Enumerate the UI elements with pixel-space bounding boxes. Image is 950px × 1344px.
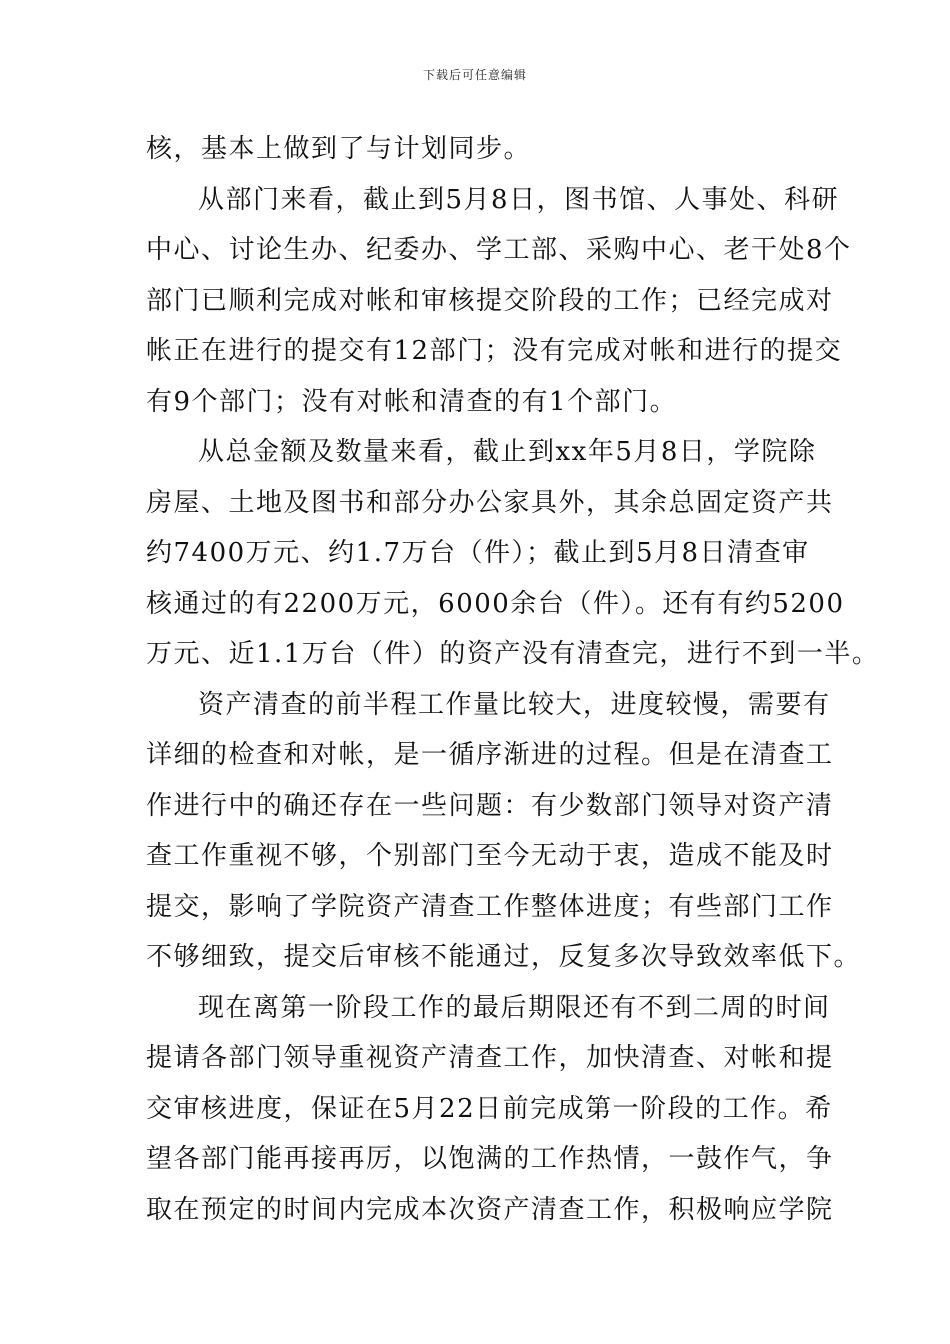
text-line: 核通过的有2200万元，6000余台（件）。还有有约5200 bbox=[146, 588, 845, 619]
paragraph-start-line: 从总金额及数量来看，截止到xx年5月8日，学院除 bbox=[198, 437, 817, 467]
paragraph-start-line: 现在离第一阶段工作的最后期限还有不到二周的时间 bbox=[198, 992, 831, 1023]
document-body bbox=[146, 124, 880, 1235]
text-line: 作进行中的确还存在一些问题：有少数部门领导对资产清 bbox=[146, 790, 834, 821]
download-note: 下载后可任意编辑 bbox=[422, 68, 527, 82]
text-line: 房屋、土地及图书和部分办公家具外，其余总固定资产共 bbox=[146, 487, 834, 518]
text-line: 详细的检查和对帐，是一循序渐进的过程。但是在清查工 bbox=[146, 740, 834, 770]
text-line: 有9个部门；没有对帐和清查的有1个部门。 bbox=[146, 386, 678, 417]
text-line: 核，基本上做到了与计划同步。 bbox=[146, 134, 532, 164]
text-line: 提交，影响了学院资产清查工作整体进度；有些部门工作 bbox=[146, 891, 834, 922]
text-line: 交审核进度，保证在5月22日前完成第一阶段的工作。希 bbox=[146, 1093, 833, 1124]
text-line: 万元、近1.1万台（件）的资产没有清查完，进行不到一半。 bbox=[146, 639, 880, 669]
text-line: 帐正在进行的提交有12部门；没有完成对帐和进行的提交 bbox=[146, 336, 843, 366]
text-line: 中心、讨论生办、纪委办、学工部、采购中心、老干处8个 bbox=[146, 235, 852, 265]
text-line: 部门已顺利完成对帐和审核提交阶段的工作；已经完成对 bbox=[146, 285, 834, 316]
text-line: 取在预定的时间内完成本次资产清查工作，积极响应学院 bbox=[146, 1194, 834, 1225]
text-line: 不够细致，提交后审核不能通过，反复多次导致效率低下。 bbox=[146, 942, 862, 972]
paragraph-start-line: 资产清查的前半程工作量比较大，进度较慢，需要有 bbox=[198, 689, 831, 720]
text-line: 查工作重视不够，个别部门至今无动于衷，造成不能及时 bbox=[146, 841, 834, 871]
text-line: 约7400万元、约1.7万台（件）；截止到5月8日清查审 bbox=[146, 538, 810, 568]
text-line: 望各部门能再接再厉，以饱满的工作热情，一鼓作气，争 bbox=[146, 1144, 834, 1174]
paragraph-start-line: 从部门来看，截止到5月8日，图书馆、人事处、科研 bbox=[198, 184, 840, 215]
text-line: 提请各部门领导重视资产清查工作，加快清查、对帐和提 bbox=[146, 1043, 834, 1073]
